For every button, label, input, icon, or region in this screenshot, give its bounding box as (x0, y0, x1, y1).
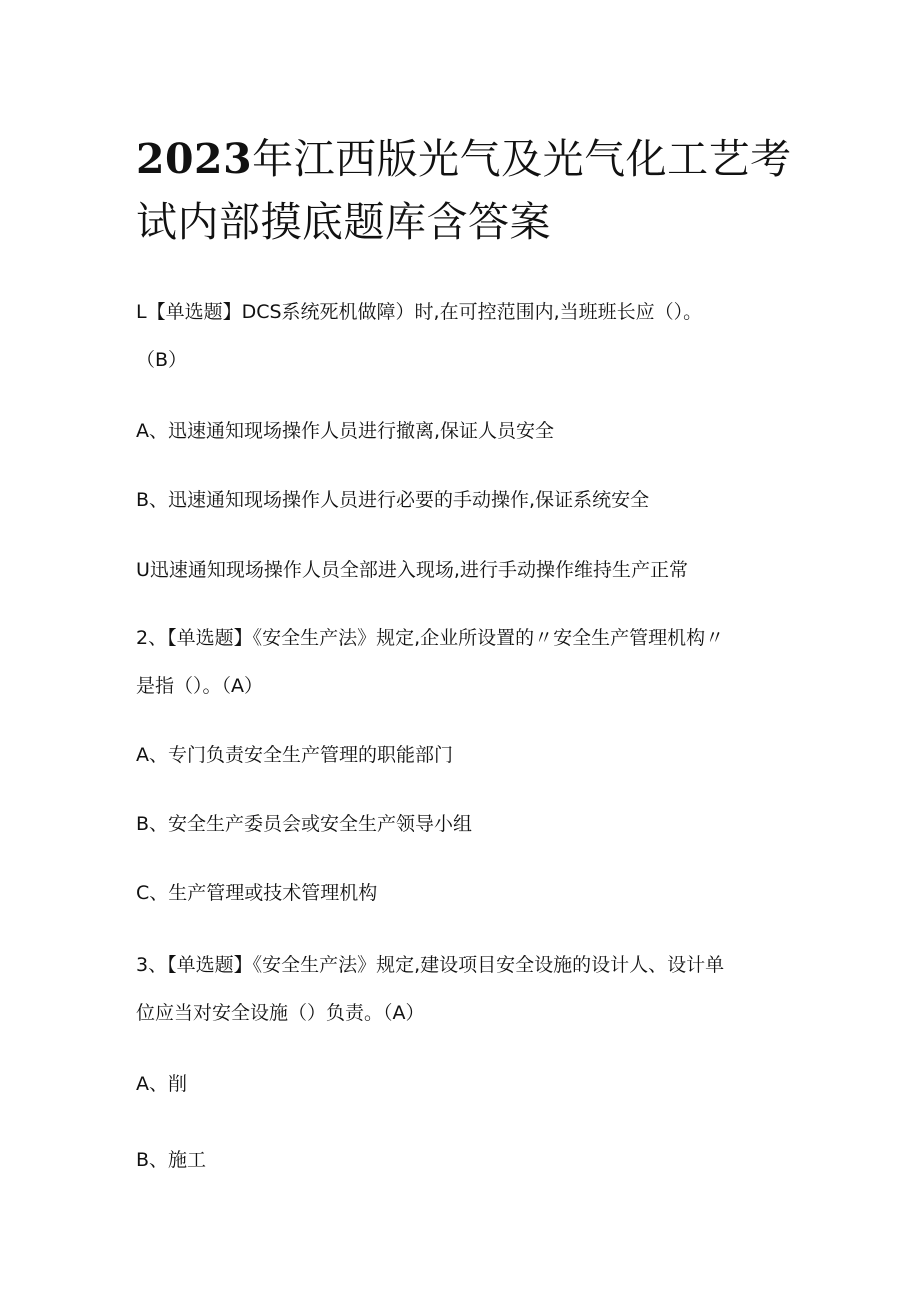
question-2-stem: 2、【单选题】《安全生产法》规定,企业所设置的〃安全生产管理机构〃 (136, 627, 725, 649)
question-1-option-b: B、迅速通知现场操作人员进行必要的手动操作,保证系统安全 (136, 489, 650, 511)
question-3-option-a: A、削 (136, 1073, 187, 1095)
question-1-option-c: U迅速通知现场操作人员全部进入现场,进行手动操作维持生产正常 (136, 559, 688, 581)
question-3-stem: 3、【单选题】《安全生产法》规定,建设项目安全设施的设计人、设计单 (136, 954, 725, 976)
question-2-option-c: C、生产管理或技术管理机构 (136, 882, 378, 904)
title-year: 2023 (136, 135, 253, 183)
title-text: 年江西版光气及光气化工艺考试内部摸底题库含答案 (136, 135, 792, 246)
question-1-stem: L【单选题】DCS系统死机做障）时,在可控范围内,当班班长应（）。 (136, 301, 703, 323)
question-2-option-b: B、安全生产委员会或安全生产领导小组 (136, 813, 473, 835)
document-title (136, 128, 796, 254)
question-3-stem-cont: 位应当对安全设施（）负责。（A） (136, 1002, 425, 1024)
question-2-stem-cont: 是指（）。（A） (136, 675, 263, 697)
question-2-option-a: A、专门负责安全生产管理的职能部门 (136, 744, 453, 766)
question-1-option-a: A、迅速通知现场操作人员进行撤离,保证人员安全 (136, 420, 555, 442)
question-3-option-b: B、施工 (136, 1149, 207, 1171)
question-1-answer: （B） (136, 349, 188, 371)
